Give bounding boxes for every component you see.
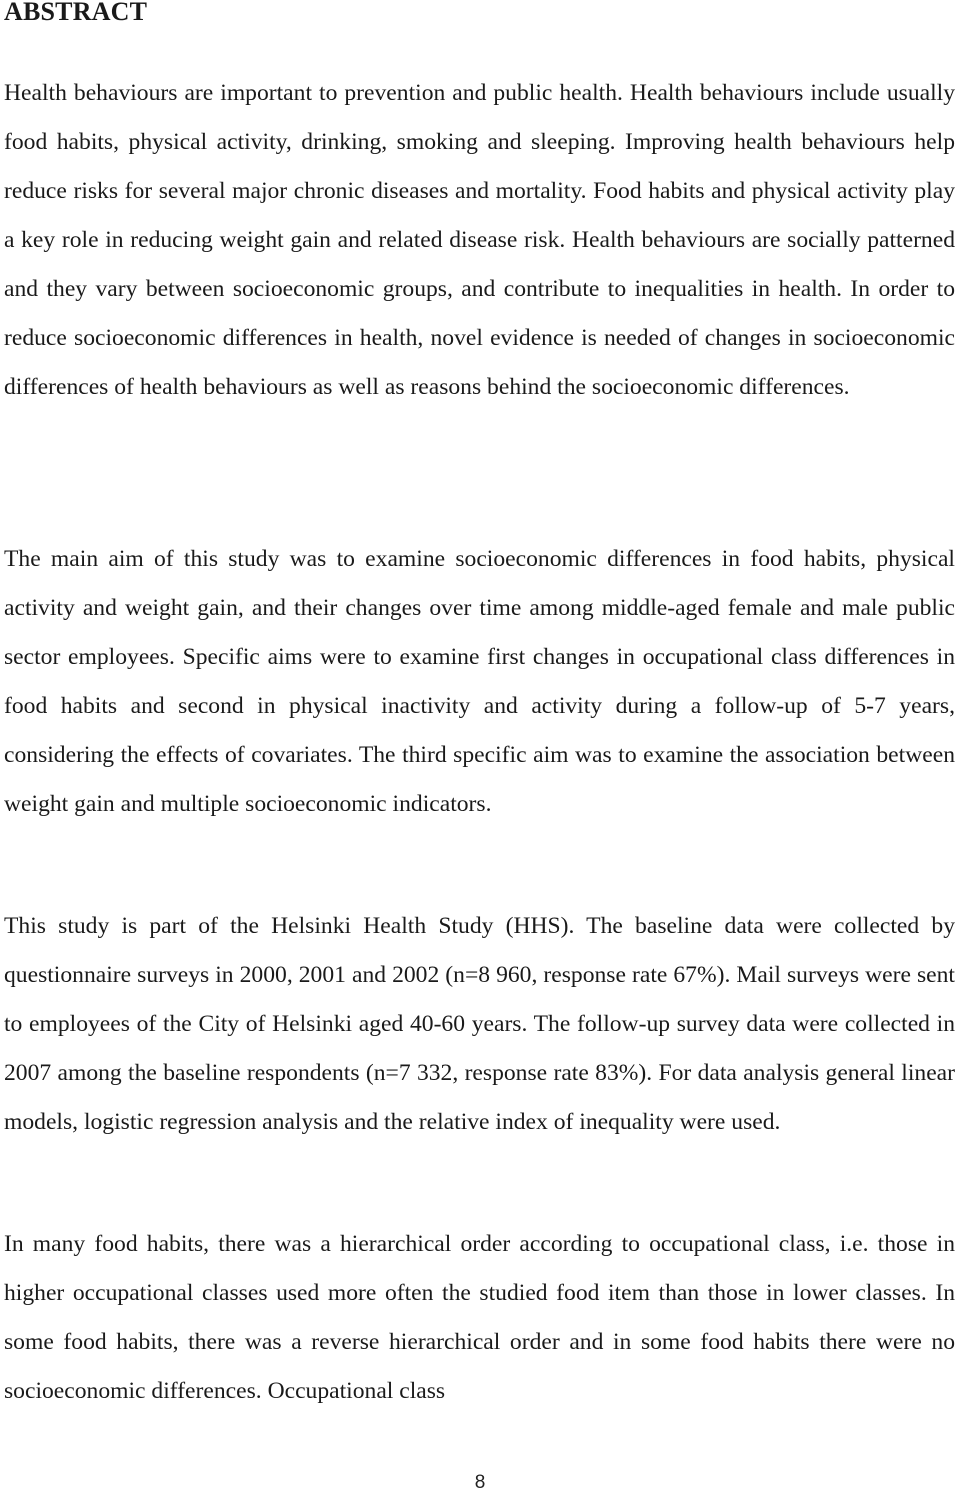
page-number: 8 — [474, 1472, 486, 1493]
abstract-paragraph: Health behaviours are important to prevention and public health. Health behaviours include usually food habits, physical activity, drinking, smoking and sleeping. Improving health behaviours help reduce risks for several major chronic diseases and mortality. Food habits and physical activity play a key role in reducing weight gain and related disease risk. Health behaviours are socially patterned and they vary between socioeconomic groups, and contribute to inequalities in health. In order to reduce socioeconomic differences in health, novel evidence is needed of changes in socioeconomic differences of health behaviours as well as reasons behind the socioeconomic differences. — [4, 80, 955, 400]
abstract-paragraph: In many food habits, there was a hierarchical order according to occupational class, i.e. those in higher occupational classes used more often the studied food item than those in lower classes. In some food habits, there was a reverse hierarchical order and in some food habits there were no socioeconomic differences. Occupational class — [4, 1231, 955, 1404]
abstract-paragraph: This study is part of the Helsinki Health Study (HHS). The baseline data were collected by questionnaire surveys in 2000, 2001 and 2002 (n=8 960, response rate 67%). Mail surveys were sent to employees of the City of Helsinki aged 40-60 years. The follow-up survey data were collected in 2007 among the baseline respondents (n=7 332, response rate 83%). For data analysis general linear models, logistic regression analysis and the relative index of inequality were used. — [4, 913, 955, 1135]
abstract-paragraph: The main aim of this study was to examine socioeconomic differences in food habits, physical activity and weight gain, and their changes over time among middle-aged female and male public sector employees. Specific aims were to examine first changes in occupational class differences in food habits and second in physical inactivity and activity during a follow-up of 5-7 years, considering the effects of covariates. The third specific aim was to examine the association between weight gain and multiple socioeconomic indicators. — [4, 546, 955, 817]
section-heading: ABSTRACT — [4, 0, 148, 26]
